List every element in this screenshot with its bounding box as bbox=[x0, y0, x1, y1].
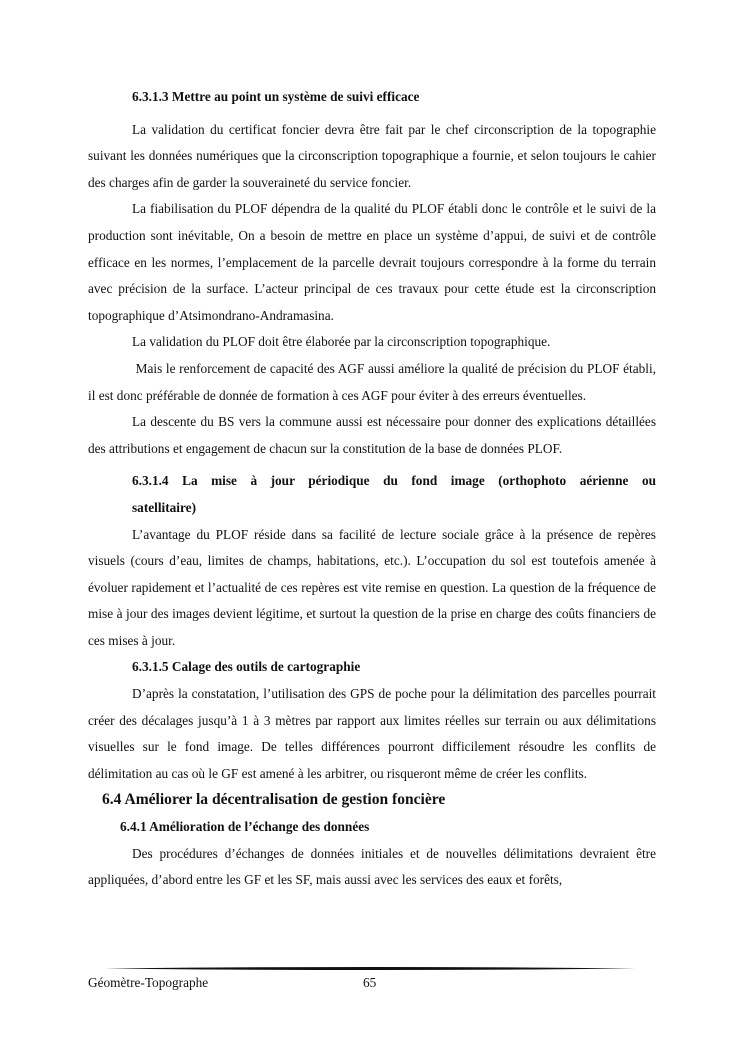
paragraph: D’après la constatation, l’utilisation des GPS de poche pour la délimitation des parcelles pourrait créer des décalages jusqu’à 1 à 3 mètres par rapport aux limites réelles sur terrain ou aux délimitations visuelles sur le fond image. De telles différences pourront difficilement résoudre les conflits de délimitation au cas où le GF est amené à les arbitrer, ou risqueront même de créer les conflits. bbox=[88, 686, 656, 781]
heading-6-3-1-5: 6.3.1.5 Calage des outils de cartographie bbox=[132, 659, 361, 675]
paragraph: La fiabilisation du PLOF dépendra de la qualité du PLOF établi donc le contrôle et le suivi de la production sont inévitable, On a besoin de mettre en place un système d’appui, de suivi et de contrôle efficace en les normes, l’emplacement de la parcelle devrait toujours correspondre à la forme du terrain avec précision de la surface. L’acteur principal de ces travaux pour cette étude est la circonscription topographique d’Atsimondrano-Andramasina. bbox=[88, 201, 656, 323]
heading-6-4: 6.4 Améliorer la décentralisation de gestion foncière bbox=[102, 791, 446, 809]
heading-6-3-1-3: 6.3.1.3 Mettre au point un système de suivi efficace bbox=[132, 89, 420, 104]
heading-6-3-1-4-line1: 6.3.1.4 La mise à jour périodique du fond image (orthophoto aérienne ou bbox=[132, 473, 656, 489]
page-content bbox=[88, 84, 660, 894]
paragraph: La validation du certificat foncier devra être fait par le chef circonscription de la topographie suivant les données numériques que la circonscription topographique a fournie, et selon toujours le cahier des charges afin de garder la souveraineté du service foncier. bbox=[88, 121, 656, 190]
paragraph: La validation du PLOF doit être élaborée par la circonscription topographique. bbox=[132, 334, 551, 350]
paragraph: Mais le renforcement de capacité des AGF aussi améliore la qualité de précision du PLOF établi, il est donc préférable de donnée de formation à ces AGF pour éviter à des erreurs éventuelles. bbox=[88, 360, 660, 403]
paragraph: L’avantage du PLOF réside dans sa facilité de lecture sociale grâce à la présence de repères visuels (cours d’eau, limites de champs, habitations, etc.). L’occupation du sol est toutefois amenée à évoluer rapidement et l’actualité de ces repères est vite remise en question. La question de la fréquence de mise à jour des images devient légitime, et surtout la question de la prise en charge des coûts financiers de ces mises à jour. bbox=[88, 526, 656, 648]
paragraph: Des procédures d’échanges de données initiales et de nouvelles délimitations devraient être appliquées, d’abord entre les GF et les SF, mais aussi avec les services des eaux et forêts, bbox=[88, 845, 656, 888]
heading-6-3-1-4-line2: satellitaire) bbox=[132, 499, 196, 515]
footer-label: Géomètre-Topographe bbox=[88, 975, 209, 990]
paragraph: La descente du BS vers la commune aussi est nécessaire pour donner des explications détaillées des attributions et engagement de chacun sur la constitution de la base de données PLOF. bbox=[88, 414, 656, 456]
heading-6-4-1: 6.4.1 Amélioration de l’échange des données bbox=[120, 819, 370, 835]
footer-rule bbox=[104, 966, 640, 971]
page-number: 65 bbox=[363, 975, 377, 990]
